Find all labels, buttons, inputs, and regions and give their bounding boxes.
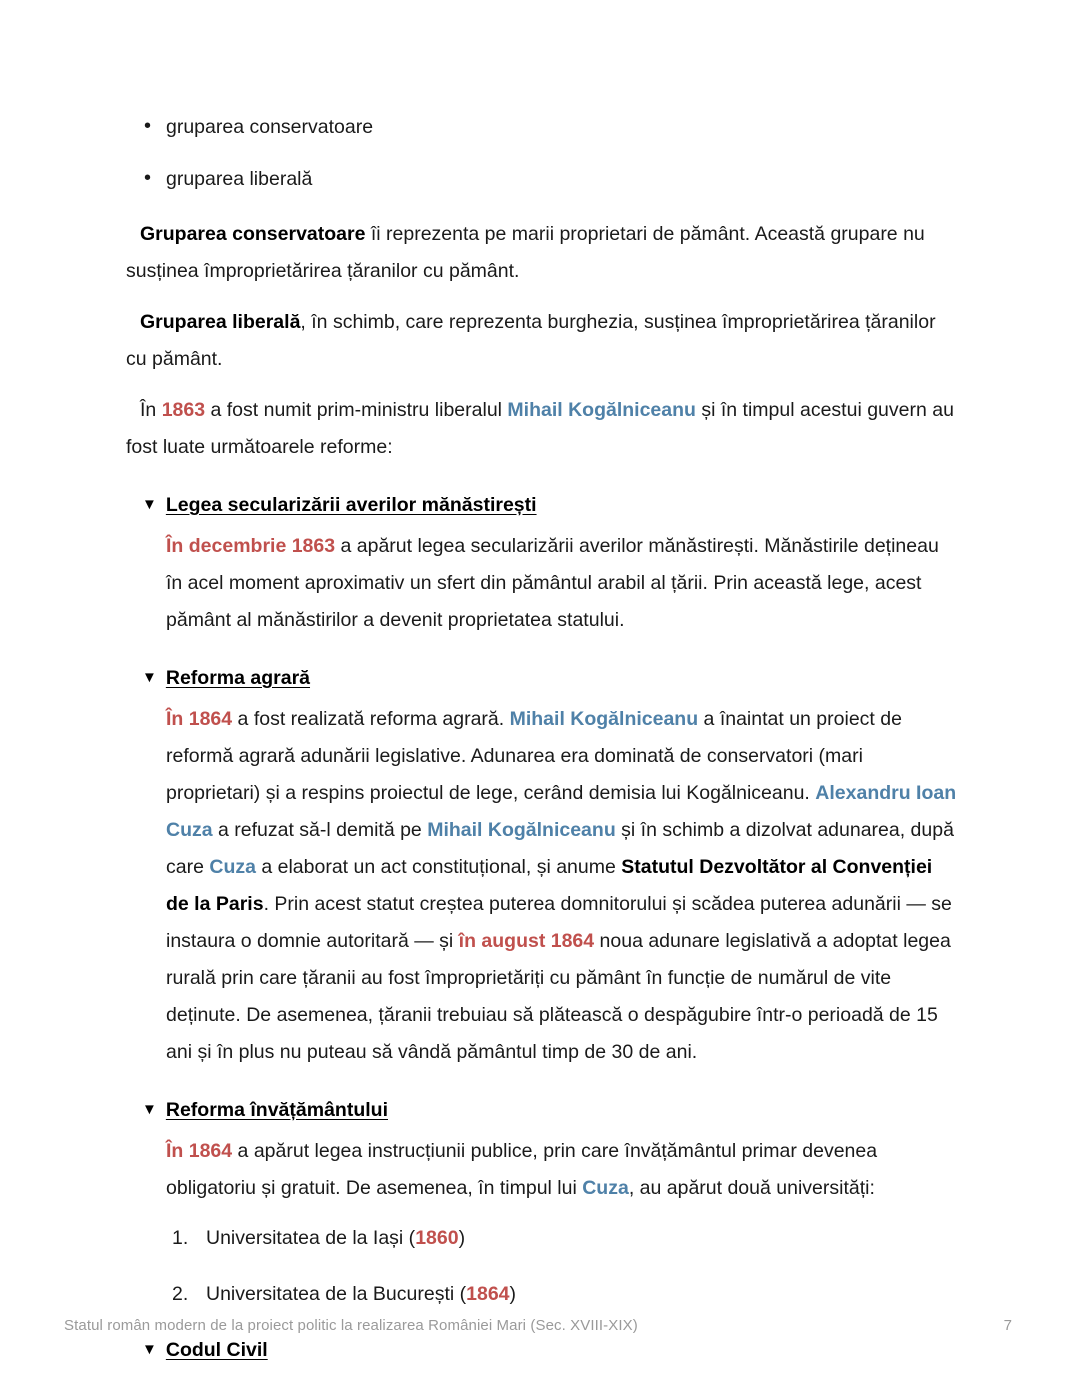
list-item xyxy=(206,1223,958,1253)
section-header-reforma-agrara[interactable] xyxy=(126,663,958,693)
footer-document-title: Statul român modern de la proiect politic la realizarea României Mari (Sec. XVIII-XIX) xyxy=(64,1317,638,1334)
paragraph-text: și în schimb a dizolvat adunarea, după care xyxy=(166,819,954,878)
person-highlight-cuza: Cuza xyxy=(582,1177,629,1199)
person-highlight-kogalniceanu: Mihail Kogălniceanu xyxy=(507,399,696,421)
paragraph-text: și în timpul acestui guvern au fost luate următoarele reforme: xyxy=(126,399,954,458)
person-highlight-kogalniceanu: Mihail Kogălniceanu xyxy=(427,819,616,841)
page-footer xyxy=(64,1317,1016,1334)
person-highlight-cuza-full: Alexandru Ioan Cuza xyxy=(166,782,957,841)
paragraph-text: În xyxy=(140,399,162,421)
paragraph-text: a apărut legea secularizării averilor mănăstirești. Mănăstirile dețineau în acel moment aproximativ un sfert din pământul arabil al țării. Prin această lege, acest pământ al mănăstirilor a devenit proprietatea statului. xyxy=(166,535,939,631)
section-title: Reforma învățământului xyxy=(165,1099,388,1121)
date-highlight: În 1864 xyxy=(166,1140,233,1162)
year-highlight-1863: 1863 xyxy=(161,399,206,421)
paragraph-text: a înaintat un proiect de reformă agrară adunării legislative. Adunarea era dominată de conservatori (mari proprietari) și a respins proiectul de lege, cerând demisia lui Kogălniceanu. xyxy=(166,708,902,804)
section-header-legea-secularizarii[interactable] xyxy=(126,490,958,520)
triangle-down-icon[interactable]: ▼ xyxy=(142,669,157,686)
universities-numbered-list xyxy=(126,1223,958,1309)
paragraph-gruparea-liberala xyxy=(126,304,958,378)
paragraph-gruparea-conservatoare xyxy=(126,216,958,290)
bold-phrase-statut: Statutul Dezvoltător al Convenției de la Paris xyxy=(166,856,933,915)
list-item-text: ) xyxy=(509,1283,517,1305)
section-title: Codul Civil xyxy=(165,1339,268,1361)
paragraph-text: noua adunare legislativă a adoptat legea rurală prin care țăranii au fost împroprietăriți cu pământ în funcție de numărul de vite deținute. De asemenea, țăranii trebuiau să plătească o despăgubire într-o perioadă de 15 ani și în plus nu puteau să vândă pământul timp de 30 de ani. xyxy=(166,930,951,1063)
list-item xyxy=(206,1279,958,1309)
section-header-reforma-invatamantului[interactable] xyxy=(126,1095,958,1125)
list-item-text: Universitatea de la Iași ( xyxy=(206,1227,416,1249)
year-highlight: 1860 xyxy=(415,1227,459,1249)
paragraph-text: îi reprezenta pe marii proprietari de pământ. Această grupare nu susținea împroprietărirea țăranilor cu pământ. xyxy=(126,223,925,282)
bold-lead-liberala: Gruparea liberală xyxy=(140,311,301,333)
grouping-bullet-list xyxy=(126,112,958,194)
list-item-text: Universitatea de la București ( xyxy=(206,1283,467,1305)
section-title: Legea secularizării averilor mănăstirești xyxy=(165,494,537,516)
list-item: • gruparea liberală xyxy=(166,164,958,194)
paragraph-text: , au apărut două universități: xyxy=(628,1177,875,1199)
footer-page-number: 7 xyxy=(1003,1317,1012,1334)
paragraph-text: a apărut legea instrucțiunii publice, prin care învățământul primar devenea obligatoriu și gratuit. De asemenea, în timpul lui xyxy=(166,1140,878,1199)
section-body-legea-secularizarii xyxy=(126,528,958,639)
triangle-down-icon[interactable]: ▼ xyxy=(142,1101,157,1118)
list-item-text: ) xyxy=(458,1227,466,1249)
date-highlight-august-1864: în august 1864 xyxy=(458,930,595,952)
paragraph-text: a fost realizată reforma agrară. xyxy=(232,708,510,730)
person-highlight-cuza: Cuza xyxy=(209,856,256,878)
bold-lead-conservatoare: Gruparea conservatoare xyxy=(140,223,366,245)
paragraph-text: . Prin acest statut creștea puterea domnitorului și scădea puterea adunării — se instaura o domnie autoritară — și xyxy=(166,893,952,952)
triangle-down-icon[interactable]: ▼ xyxy=(142,496,157,513)
paragraph-text: , în schimb, care reprezenta burghezia, susținea împroprietărirea țăranilor cu pământ. xyxy=(126,311,936,370)
person-highlight-kogalniceanu: Mihail Kogălniceanu xyxy=(509,708,699,730)
date-highlight: În 1864 xyxy=(166,708,233,730)
paragraph-text: a fost numit prim-ministru liberalul xyxy=(205,399,508,421)
list-item: • gruparea conservatoare xyxy=(166,112,958,142)
year-highlight: 1864 xyxy=(466,1283,510,1305)
paragraph-text: a refuzat să-l demită pe xyxy=(212,819,428,841)
paragraph-text: a elaborat un act constituțional, și anume xyxy=(255,856,622,878)
date-highlight: În decembrie 1863 xyxy=(166,535,336,557)
section-header-codul-civil[interactable] xyxy=(126,1335,958,1365)
triangle-down-icon[interactable]: ▼ xyxy=(142,1341,157,1358)
section-title: Reforma agrară xyxy=(165,667,311,689)
section-body-reforma-invatamantului xyxy=(126,1133,958,1207)
section-body-reforma-agrara xyxy=(126,701,958,1071)
document-content xyxy=(126,112,958,1373)
paragraph-1863 xyxy=(126,392,958,466)
